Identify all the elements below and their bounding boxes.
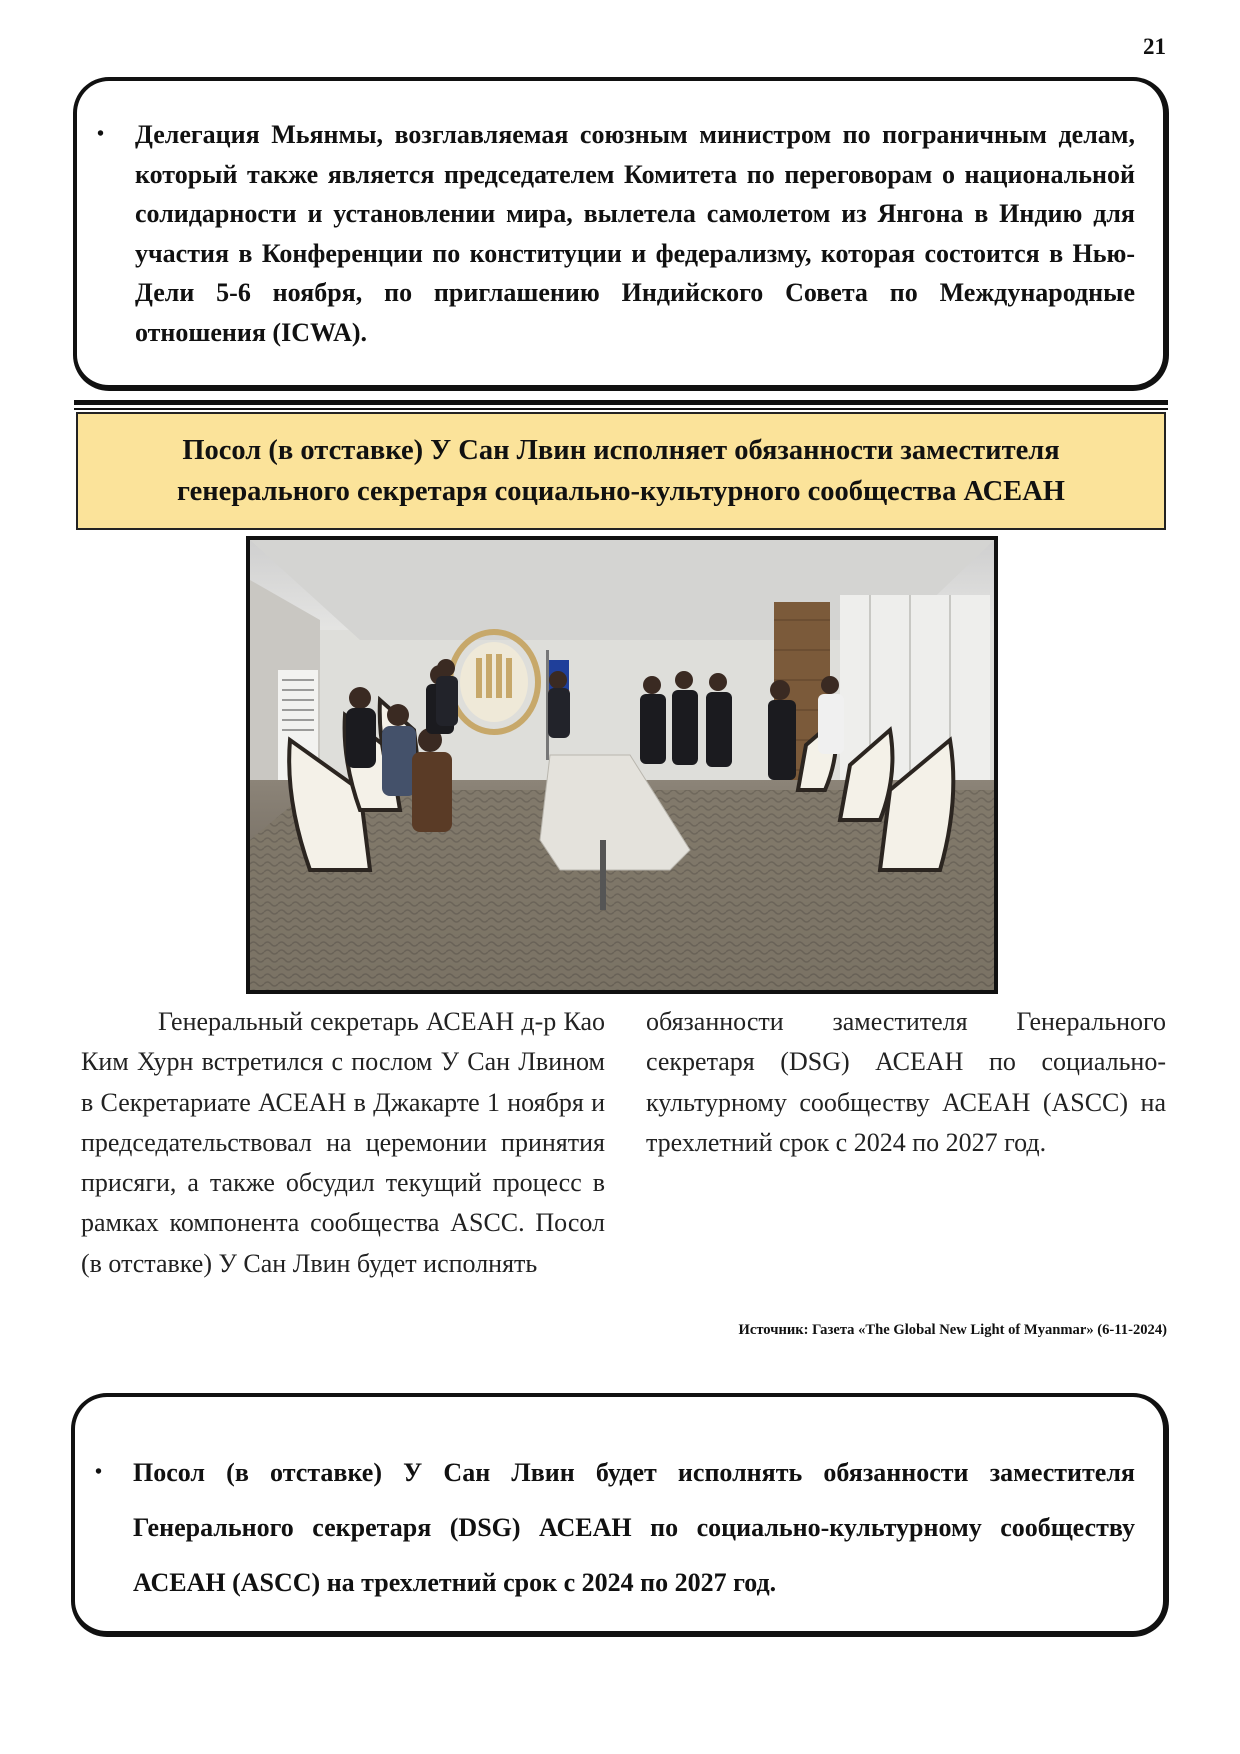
bullet-item — [95, 1445, 1135, 1610]
article-source: Источник: Газета «The Global New Light of Myanmar» (6-11-2024) — [738, 1322, 1167, 1338]
article-column-left: Генеральный секретарь АСЕАН д-р Као Ким Хурн встретился с послом У Сан Лвином в Секретариате АСЕАН в Джакарте 1 ноября и председательствовал на церемонии принятия присяги, а также обсудил текущий процесс в рамках компонента сообщества ASCC. Посол (в отставке) У Сан Лвин будет исполнять — [81, 1007, 605, 1278]
divider-line-thin — [74, 408, 1168, 410]
meeting-room-photo — [250, 540, 994, 990]
headline-banner — [76, 412, 1166, 530]
article-headline: Посол (в отставке) У Сан Лвин исполняет обязанности заместителя генерального секретаря социально-культурного сообщества АСЕАН — [177, 435, 1065, 507]
bullet-text: Посол (в отставке) У Сан Лвин будет исполнять обязанности заместителя Генерального секретаря (DSG) АСЕАН по социально-культурному сообществу АСЕАН (ASCC) на трехлетний срок с 2024 по 2027 год. — [133, 1458, 1135, 1597]
summary-box-top — [73, 77, 1169, 391]
article-column-right: обязанности заместителя Генерального секретаря (DSG) АСЕАН по социально-культурному сообществу АСЕАН (ASCC) на трехлетний срок с 2024 по 2027 год. — [646, 1007, 1166, 1157]
bullet-icon: • — [97, 123, 105, 145]
article-photo — [246, 536, 998, 994]
page-number: 21 — [1143, 34, 1166, 59]
bullet-text: Делегация Мьянмы, возглавляемая союзным министром по пограничным делам, который также является председателем Комитета по переговорам о национальной солидарности и установлении мира, вылетела самолетом из Янгона в Индию для участия в Конференции по конституции и федерализму, которая состоится в Нью-Дели 5-6 ноября, по приглашению Индийского Совета по Международные отношения (ICWA). — [135, 120, 1135, 347]
bullet-item — [97, 115, 1135, 352]
bullet-icon: • — [95, 1461, 103, 1483]
summary-box-bottom — [71, 1393, 1169, 1637]
divider-line — [74, 400, 1168, 405]
